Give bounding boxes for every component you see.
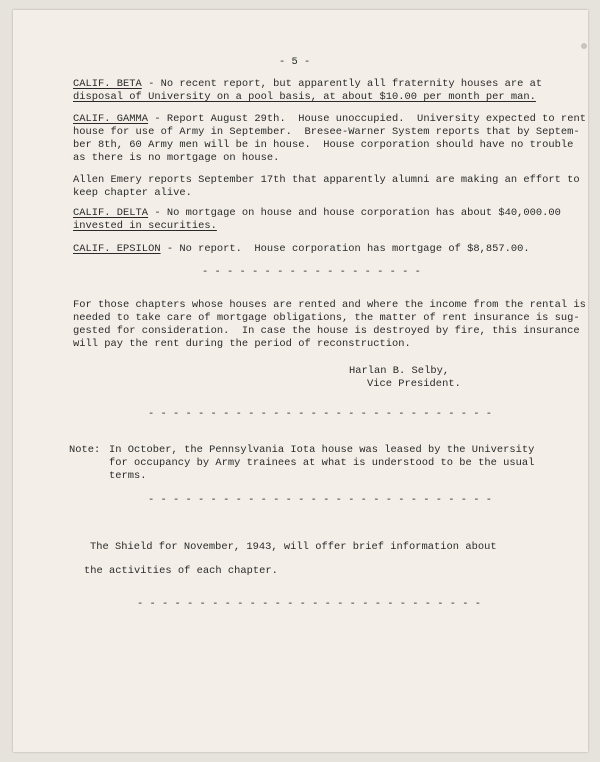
paragraph-calif-gamma-line-1 — [73, 113, 586, 126]
note-label: Note: — [69, 444, 101, 456]
rent-text-1: For those chapters whose houses are rented and where the income from the rental is — [73, 299, 586, 311]
heading-calif-epsilon: CALIF. EPSILON — [73, 243, 161, 255]
rent-text-3: gested for consideration. In case the house is destroyed by fire, this insurance — [73, 325, 580, 337]
heading-calif-beta: CALIF. BETA — [73, 78, 142, 90]
rent-text-4: will pay the rent during the period of reconstruction. — [73, 338, 411, 350]
epsilon-text-1: - No report. House corporation has mortgage of $8,857.00. — [160, 243, 530, 255]
paragraph-calif-epsilon — [73, 243, 530, 256]
heading-calif-gamma: CALIF. GAMMA — [73, 113, 149, 125]
signature-name: Harlan B. Selby, — [349, 365, 450, 377]
beta-text-2: disposal of University on a pool basis, at about $10.00 per month per man. — [73, 91, 536, 103]
note-text-3: terms. — [109, 470, 147, 482]
shield-text-2: the activities of each chapter. — [84, 565, 278, 577]
gamma-text-4: as there is no mortgage on house. — [73, 152, 280, 164]
paragraph-calif-beta-line-1 — [73, 78, 542, 91]
page-number: - 5 - — [279, 56, 311, 68]
note-text-2: for occupancy by Army trainees at what is understood to be the usual — [109, 457, 535, 469]
emery-text-2: keep chapter alive. — [73, 187, 192, 199]
delta-text-1: - No mortgage on house and house corporation has about $40,000.00 — [148, 207, 561, 219]
separator-2: - - - - - - - - - - - - - - - - - - - - - - - - - - - - — [148, 408, 493, 420]
gamma-text-2: house for use of Army in September. Bresee-Warner System reports that by Septem- — [73, 126, 580, 138]
shield-text-1: The Shield for November, 1943, will offer brief information about — [90, 541, 497, 553]
note-text-1: In October, the Pennsylvania Iota house was leased by the University — [109, 444, 535, 456]
heading-calif-delta: CALIF. DELTA — [73, 207, 149, 219]
beta-text-1: - No recent report, but apparently all fraternity houses are at — [141, 78, 543, 90]
delta-text-2: invested in securities. — [73, 220, 217, 232]
rent-text-2: needed to take care of mortgage obligations, the matter of rent insurance is sug- — [73, 312, 580, 324]
gamma-text-1: - Report August 29th. House unoccupied. University expected to rent — [148, 113, 586, 125]
signature-title: Vice President. — [367, 378, 461, 390]
separator-4: - - - - - - - - - - - - - - - - - - - - - - - - - - - - — [137, 598, 482, 610]
emery-text-1: Allen Emery reports September 17th that apparently alumni are making an effort to — [73, 174, 580, 186]
separator-3: - - - - - - - - - - - - - - - - - - - - - - - - - - - - — [148, 494, 493, 506]
separator-1: - - - - - - - - - - - - - - - - - - — [202, 266, 421, 278]
document-page — [13, 10, 588, 752]
page-punch-mark — [581, 43, 587, 49]
gamma-text-3: ber 8th, 60 Army men will be in house. House corporation should have no trouble — [73, 139, 574, 151]
paragraph-calif-delta-line-1 — [73, 207, 561, 220]
